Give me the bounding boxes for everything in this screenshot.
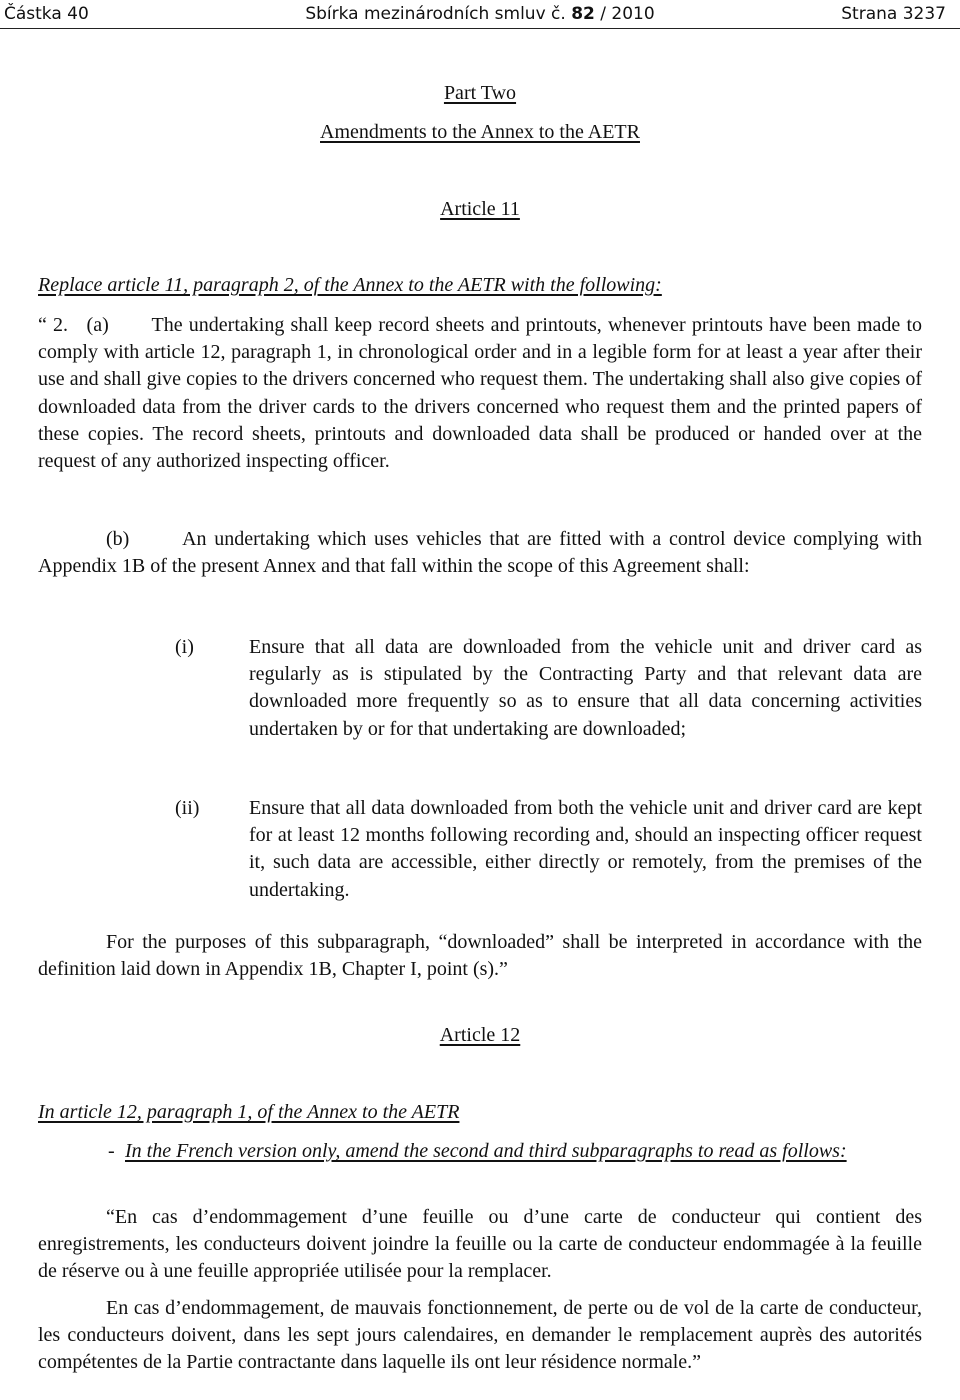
article-12-instruction: In article 12, paragraph 1, of the Annex to the AETR [38,1101,460,1123]
article-12-dash: - [108,1140,115,1162]
item-i-label: (i) [175,636,194,658]
french-paragraph-2: En cas d’endommagement, de mauvais fonctionnement, de perte ou de vol de la carte de conducteur, les conducteurs doivent, dans les sept jours calendaires, en demander le remplacement auprès des autorités compétentes de la Partie contractante dans laquelle ils ont leur résidence normale.” [38,1297,922,1374]
article-11-instruction: Replace article 11, paragraph 2, of the Annex to the AETR with the following: [38,274,662,296]
header-collection-title [0,4,960,24]
item-ii-text: Ensure that all data downloaded from both the vehicle unit and driver card are kept for at least 12 months following recording and, should an inspecting officer request it, such data are accessible, either directly or remotely, from the premises of the undertaking. [249,797,922,901]
item-ii-label: (ii) [175,797,200,819]
article-11-heading: Article 11 [440,198,520,220]
header-part-number: Částka 40 [4,4,89,24]
article-11-paragraph-b: (b) An undertaking which uses vehicles that are fitted with a control device complying with Appendix 1B of the present Annex and that fall within the scope of this Agreement shall: [38,528,926,578]
part-title: Part Two [443,82,517,104]
page-header [0,0,960,29]
item-i-text: Ensure that all data are downloaded from the vehicle unit and driver card as regularly as is stipulated by the Contracting Party and that relevant data are downloaded more frequently so as to ensure that all data concerning activities undertaken by or for that undertaking are downloaded; [249,636,922,740]
article-12-sub-instruction: In the French version only, amend the second and third subparagraphs to read as follows: [125,1140,847,1162]
header-page-number: Strana 3237 [841,4,946,24]
header-collection-year: / 2010 [594,4,655,24]
article-12-heading: Article 12 [439,1024,521,1046]
header-collection-prefix: Sbírka mezinárodních smluv č. [305,4,572,24]
french-paragraph-1: “En cas d’endommagement d’une feuille ou d’une carte de conducteur qui contient des enregistrements, les conducteurs doivent joindre la feuille ou la carte de conducteur endommagée à la feuille de réserve ou à une feuille appropriée utilisée pour la remplacer. [38,1206,922,1283]
part-subtitle: Amendments to the Annex to the AETR [320,121,640,143]
header-collection-number: 82 [571,4,595,24]
article-11-paragraph-a: “ 2. (a) The undertaking shall keep record sheets and printouts, whenever printouts have been made to comply with article 12, paragraph 1, in chronological order and in a legible form for at least a year after their use and shall give copies to the drivers concerned who request them. The undertaking shall also give copies of downloaded data from the driver cards to the drivers concerned who request them and the printed papers of these copies. The record sheets, printouts and downloaded data shall be produced or handed over at the request of any authorized inspecting officer. [38,314,927,473]
article-11-closing: For the purposes of this subparagraph, “downloaded” shall be interpreted in accordance with the definition laid down in Appendix 1B, Chapter I, point (s).” [38,931,922,981]
